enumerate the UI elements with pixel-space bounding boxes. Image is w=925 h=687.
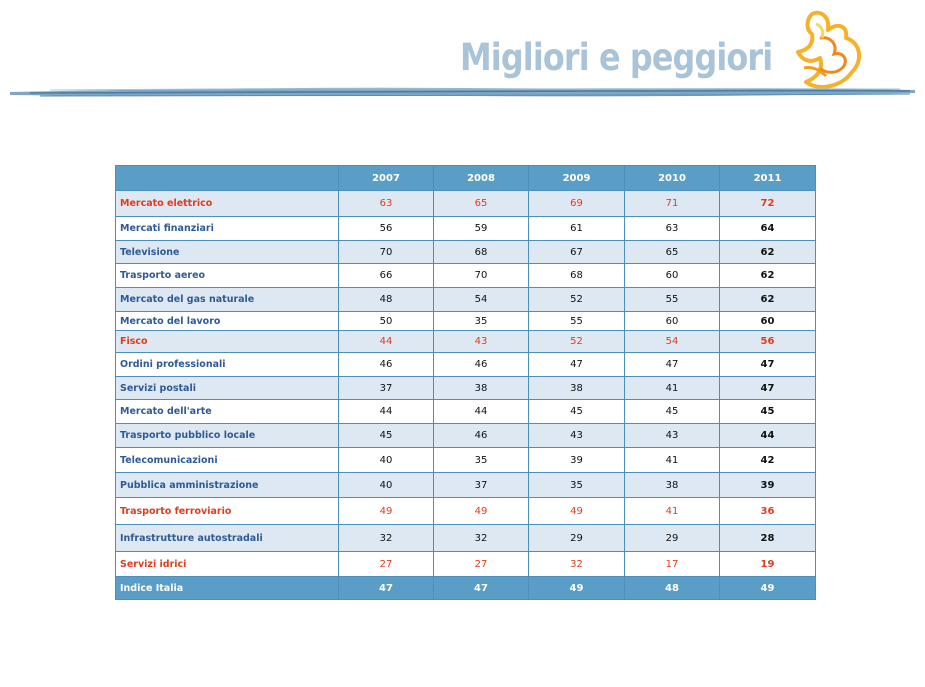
table-cell: 59 bbox=[434, 217, 529, 241]
row-label: Mercato elettrico bbox=[116, 191, 339, 217]
table-cell: 47 bbox=[720, 377, 816, 400]
table-cell: 41 bbox=[625, 498, 720, 525]
table-cell: 68 bbox=[529, 264, 625, 288]
row-label: Mercato del gas naturale bbox=[116, 288, 339, 312]
column-header: 2010 bbox=[625, 166, 720, 191]
table-cell: 62 bbox=[720, 288, 816, 312]
table-cell: 62 bbox=[720, 264, 816, 288]
column-header bbox=[116, 166, 339, 191]
table-cell: 56 bbox=[720, 331, 816, 353]
table-cell: 49 bbox=[529, 498, 625, 525]
table-cell: 19 bbox=[720, 552, 816, 577]
table-cell: 68 bbox=[434, 241, 529, 264]
table-cell: 44 bbox=[434, 400, 529, 424]
row-label: Fisco bbox=[116, 331, 339, 353]
table-cell: 35 bbox=[529, 473, 625, 498]
row-label: Mercato dell'arte bbox=[116, 400, 339, 424]
page-title: Migliori e peggiori bbox=[460, 36, 773, 79]
row-label: Trasporto aereo bbox=[116, 264, 339, 288]
table-cell: 64 bbox=[720, 217, 816, 241]
table-cell: 61 bbox=[529, 217, 625, 241]
table-cell: 55 bbox=[625, 288, 720, 312]
table-cell: 45 bbox=[625, 400, 720, 424]
table-cell: 32 bbox=[339, 525, 434, 552]
row-label: Pubblica amministrazione bbox=[116, 473, 339, 498]
table-row bbox=[116, 288, 816, 312]
table-cell: 32 bbox=[529, 552, 625, 577]
table-cell: 63 bbox=[339, 191, 434, 217]
table-cell: 27 bbox=[339, 552, 434, 577]
table-cell: 46 bbox=[339, 353, 434, 377]
indicator-table bbox=[115, 165, 816, 600]
table-cell: 60 bbox=[720, 312, 816, 331]
table-cell: 36 bbox=[720, 498, 816, 525]
table-row bbox=[116, 241, 816, 264]
table-row bbox=[116, 552, 816, 577]
column-header: 2008 bbox=[434, 166, 529, 191]
row-label: Indice Italia bbox=[116, 577, 339, 600]
table-row bbox=[116, 353, 816, 377]
column-header: 2009 bbox=[529, 166, 625, 191]
table-cell: 48 bbox=[339, 288, 434, 312]
table-cell: 43 bbox=[625, 424, 720, 448]
table-cell: 45 bbox=[720, 400, 816, 424]
row-label: Trasporto pubblico locale bbox=[116, 424, 339, 448]
table-cell: 55 bbox=[529, 312, 625, 331]
table-row bbox=[116, 217, 816, 241]
table-cell: 43 bbox=[434, 331, 529, 353]
table-cell: 46 bbox=[434, 353, 529, 377]
table-cell: 44 bbox=[339, 331, 434, 353]
table-cell: 47 bbox=[720, 353, 816, 377]
table-cell: 32 bbox=[434, 525, 529, 552]
table-cell: 17 bbox=[625, 552, 720, 577]
table-cell: 54 bbox=[434, 288, 529, 312]
table-row bbox=[116, 331, 816, 353]
table-cell: 52 bbox=[529, 288, 625, 312]
table-cell: 43 bbox=[529, 424, 625, 448]
table-cell: 66 bbox=[339, 264, 434, 288]
table-cell: 40 bbox=[339, 448, 434, 473]
table-cell: 62 bbox=[720, 241, 816, 264]
total-row bbox=[116, 577, 816, 600]
table-cell: 47 bbox=[339, 577, 434, 600]
table-cell: 49 bbox=[339, 498, 434, 525]
brush-stroke-divider bbox=[10, 84, 915, 100]
table-cell: 47 bbox=[434, 577, 529, 600]
table-cell: 47 bbox=[625, 353, 720, 377]
table-row bbox=[116, 498, 816, 525]
table-cell: 65 bbox=[434, 191, 529, 217]
table-cell: 37 bbox=[339, 377, 434, 400]
row-label: Telecomunicazioni bbox=[116, 448, 339, 473]
table-cell: 44 bbox=[339, 400, 434, 424]
table-row bbox=[116, 400, 816, 424]
table-cell: 63 bbox=[625, 217, 720, 241]
table-cell: 47 bbox=[529, 353, 625, 377]
table-cell: 71 bbox=[625, 191, 720, 217]
table-cell: 70 bbox=[434, 264, 529, 288]
table-cell: 28 bbox=[720, 525, 816, 552]
row-label: Televisione bbox=[116, 241, 339, 264]
table-cell: 41 bbox=[625, 377, 720, 400]
table-header-row bbox=[116, 166, 816, 191]
table-cell: 72 bbox=[720, 191, 816, 217]
row-label: Mercati finanziari bbox=[116, 217, 339, 241]
row-label: Servizi idrici bbox=[116, 552, 339, 577]
table-cell: 60 bbox=[625, 312, 720, 331]
table-cell: 38 bbox=[625, 473, 720, 498]
table-cell: 27 bbox=[434, 552, 529, 577]
table-cell: 38 bbox=[434, 377, 529, 400]
table-row bbox=[116, 191, 816, 217]
table-cell: 40 bbox=[339, 473, 434, 498]
row-label: Trasporto ferroviario bbox=[116, 498, 339, 525]
table-cell: 29 bbox=[625, 525, 720, 552]
table-row bbox=[116, 312, 816, 331]
table-cell: 44 bbox=[720, 424, 816, 448]
table-cell: 54 bbox=[625, 331, 720, 353]
table-cell: 29 bbox=[529, 525, 625, 552]
table-cell: 45 bbox=[529, 400, 625, 424]
table-row bbox=[116, 473, 816, 498]
table-cell: 35 bbox=[434, 312, 529, 331]
table-cell: 60 bbox=[625, 264, 720, 288]
table-cell: 70 bbox=[339, 241, 434, 264]
table-row bbox=[116, 525, 816, 552]
table-cell: 46 bbox=[434, 424, 529, 448]
table-cell: 39 bbox=[720, 473, 816, 498]
table-row bbox=[116, 264, 816, 288]
row-label: Infrastrutture autostradali bbox=[116, 525, 339, 552]
table-cell: 42 bbox=[720, 448, 816, 473]
table-cell: 45 bbox=[339, 424, 434, 448]
table-cell: 52 bbox=[529, 331, 625, 353]
table-cell: 49 bbox=[434, 498, 529, 525]
table-cell: 37 bbox=[434, 473, 529, 498]
table-row bbox=[116, 424, 816, 448]
table-cell: 49 bbox=[720, 577, 816, 600]
table-row bbox=[116, 448, 816, 473]
table-cell: 38 bbox=[529, 377, 625, 400]
table-cell: 41 bbox=[625, 448, 720, 473]
row-label: Servizi postali bbox=[116, 377, 339, 400]
table-cell: 50 bbox=[339, 312, 434, 331]
table-cell: 48 bbox=[625, 577, 720, 600]
column-header: 2007 bbox=[339, 166, 434, 191]
table-cell: 49 bbox=[529, 577, 625, 600]
row-label: Ordini professionali bbox=[116, 353, 339, 377]
table-cell: 67 bbox=[529, 241, 625, 264]
table-cell: 56 bbox=[339, 217, 434, 241]
table-cell: 69 bbox=[529, 191, 625, 217]
table-cell: 39 bbox=[529, 448, 625, 473]
row-label: Mercato del lavoro bbox=[116, 312, 339, 331]
column-header: 2011 bbox=[720, 166, 816, 191]
table-cell: 65 bbox=[625, 241, 720, 264]
table-row bbox=[116, 377, 816, 400]
table-cell: 35 bbox=[434, 448, 529, 473]
